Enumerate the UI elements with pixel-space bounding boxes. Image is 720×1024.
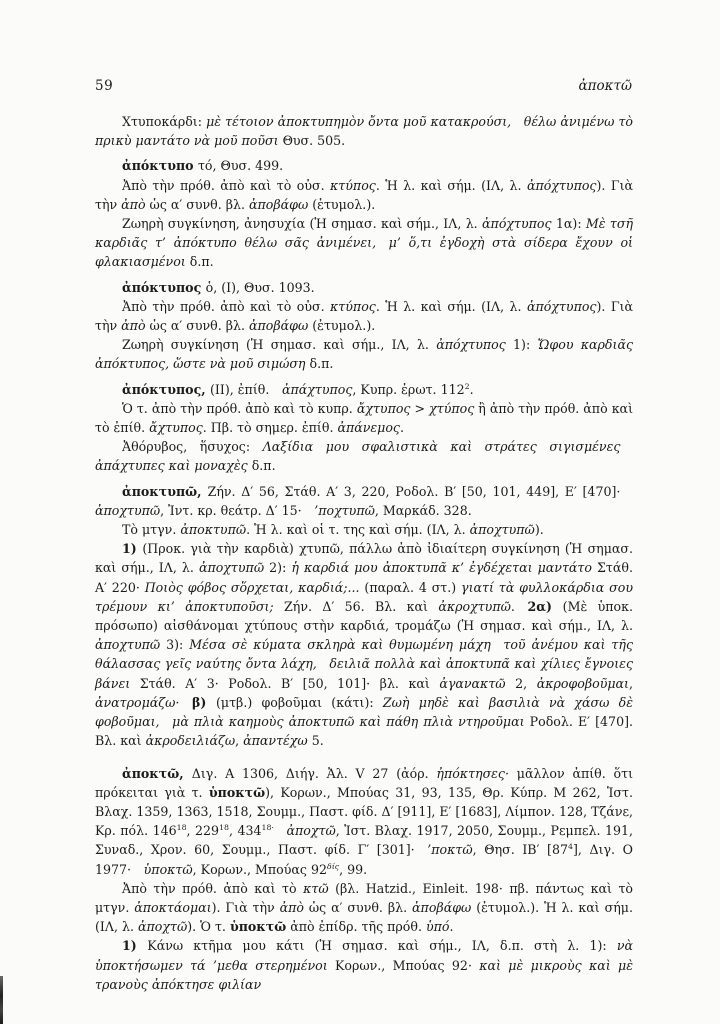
body-paragraph: 1) Κάνω κτῆμα μου κάτι (Ἡ σημασ. καὶ σήμ., ΙΛ, δ.π. στὴ λ. 1): νὰ ὑποκτήσωμεν τά ’μεθα στερημένοι Κορων., Μπούας 92· καὶ μὲ μικροὺς καὶ μὲ τρανοὺς ἀπόκτησε φιλίαν <box>95 938 634 992</box>
entry-heading-paragraph: ἀπόκτυπος, (ΙΙ), ἐπίθ. ἀπάχτυπος, Κυπρ. ἐρωτ. $112^2$. <box>122 381 474 397</box>
page-number: 59 <box>95 78 114 94</box>
body-paragraph: Ζωηρὴ συγκίνηση, ἀνησυχία (Ἡ σημασ. καὶ σήμ., ΙΛ, λ. ἀπόχτυπος 1α): Μὲ τσῆ καρδιᾶς τ’ ἀπόκτυπο θέλω σᾶς ἀνιμένει, μ’ ὅ,τι ἐγδοχὴ στὰ σίδερα ἔχουν οἱ φλακιασμένοι δ.π. <box>95 216 634 270</box>
body-paragraph: Ὁ τ. ἀπὸ τὴν πρόθ. ἀπὸ καὶ τὸ κυπρ. ἄχτυπος > χτύπος ἢ ἀπὸ τὴν πρόθ. ἀπὸ καὶ τὸ ἐπίθ. ἄχτυπος. Πβ. τὸ σημερ. ἐπίθ. ἀπάνεμος. <box>95 400 634 436</box>
entry-heading-paragraph: ἀποκτυπῶ, Ζήν. Δ′ 56, Στάθ. Α′ 3, 220, Ροδολ. Β′ [50, 101, 449], Ε′ [470]· ἀποχτυπῶ, Ἰντ. κρ. θεάτρ. Δ′ 15· ’ποχτυπῶ, Μαρκάδ. 328. <box>95 483 633 518</box>
body-paragraph: Ἀπὸ τὴν πρόθ. ἀπὸ καὶ τὸ οὐσ. κτύπος. Ἡ λ. καὶ σήμ. (ΙΛ, λ. ἀπόχτυπος). Γιὰ τὴν ἀπὸ ὡς α′ συνθ. βλ. ἀποβάφω (ἐτυμολ.). <box>95 298 634 334</box>
body-paragraph: Ἀθόρυβος, ἥσυχος: Λαξίδια μου σφαλιστικὰ καὶ στράτες σιγισμένες ἀπάχτυπες καὶ μοναχὲς δ.π. <box>95 439 633 474</box>
body-paragraph: Χτυποκάρδι: μὲ τέτοιον ἀποκτυπημὸν ὄντα μοῦ κατακρούσι, θέλω ἀνιμένω τὸ πρικὺ μαντάτο νὰ μοῦ ποῦσι Θυσ. 505. <box>95 114 633 149</box>
running-headword: ἀποκτῶ <box>578 78 632 94</box>
entry-heading-paragraph: ἀπόκτυπο τό, Θυσ. 499. <box>122 158 284 174</box>
page-header <box>95 78 632 94</box>
body-paragraph: Ἀπὸ τὴν πρόθ. ἀπὸ καὶ τὸ οὐσ. κτύπος. Ἡ λ. καὶ σήμ. (ΙΛ, λ. ἀπόχτυπος). Γιὰ τὴν ἀπὸ ὡς α′ συνθ. βλ. ἀποβάφω (ἐτυμολ.). <box>95 177 634 212</box>
body-paragraph: Ἀπὸ τὴν πρόθ. ἀπὸ καὶ τὸ κτῶ (βλ. Hatzid., Einleit. 198· πβ. πάντως καὶ τὸ μτγν. ἀποκτάομαι). Γιὰ τὴν ἀπὸ ὡς α′ συνθ. βλ. ἀποβάφω (ἐτυμολ.). Ἡ λ. καὶ σήμ. (ΙΛ, λ. ἀποχτῶ). Ὁ τ. ὑποκτῶ ἀπὸ ἐπίδρ. τῆς πρόθ. ὑπό. <box>95 880 633 935</box>
entry-heading-paragraph: ἀπόκτυπος ὁ, (Ι), Θυσ. 1093. <box>122 279 315 295</box>
body-paragraph: Τὸ μτγν. ἀποκτυπῶ. Ἡ λ. καὶ οἱ τ. της καὶ σήμ. (ΙΛ, λ. ἀποχτυπῶ). <box>122 522 544 538</box>
entry-heading-paragraph: ἀποκτῶ, Διγ. Α 1306, Διήγ. Ἀλ. V 27 (ἀόρ. ἠπόκτησες· μᾶλλον ἀπίθ. ὅτι πρόκειται γιὰ τ. ὑποκτῶ), Κορων., Μπούας 31, 93, 135, Θρ. Κύπρ. Μ 262, Ἱστ. Βλαχ. 1359, 1363, 1518, Σουμμ., Παστ. φίδ. Δ′ [911], Ε′ [1683], Λίμπον. 128, Τζάνε, Κρ. πόλ. $146^{18}$, $229^{18}$, $434^{18\cdot}$ ἀποχτῶ, Ἱστ. Βλαχ. 1917, 2050, Σουμμ., Ρεμπελ. 191, Συναδ., Χρον. 60, Σουμμ., Παστ. φίδ. Γ′ [301]· ’ποκτῶ, Θησ. ΙΒ′ $[87^4]$, Διγ. Ο 1977· ὑποκτῶ, Κορων., Μπούας $92^{\delta ί\varsigma}$, 99. <box>95 765 634 877</box>
dictionary-text-block <box>95 112 633 994</box>
body-paragraph: 1) (Προκ. γιὰ τὴν καρδιὰ) χτυπῶ, πάλλω ἀπὸ ἰδιαίτερη συγκίνηση (Ἡ σημασ. καὶ σήμ., ΙΛ, λ. ἀποχτυπῶ 2): ἡ καρδιά μου ἀποκτυπᾶ κ’ ἐγδέχεται μαντάτο Στάθ. Α′ 220· Ποιὸς φόβος σὅρχεται, καρδιά;... (παραλ. 4 στ.) γιατί τὰ φυλλοκάρδια σου τρέμουν κι’ ἀποκτυποῦσι; Ζήν. Δ′ 56. Βλ. καὶ ἀκροχτυπῶ. 2α) (Μὲ ὑποκ. πρόσωπο) αἰσθάνομαι χτύπους στὴν καρδιά, τρομάζω (Ἡ σημασ. καὶ σήμ., ΙΛ, λ. ἀποχτυπῶ 3): Μέσα σὲ κύματα σκληρὰ καὶ θυμωμένη μάχη τοῦ ἀνέμου καὶ τῆς θάλασσας γεῖς ναύτης ὄντα λάχη, δειλιᾶ πολλὰ καὶ ἀποκτυπᾶ καὶ χίλιες ἔγνοιες βάνει Στάθ. Α′ 3· Ροδολ. Β′ [50, 101]· βλ. καὶ ἀγανακτῶ 2, ἀκροφοβοῦμαι, ἀνατρομάζω· β) (μτβ.) φοβοῦμαι (κάτι): Ζωὴ μηδὲ καὶ βασιλιὰ νὰ χάσω δὲ φοβοῦμαι, μὰ πλιὰ καημοὺς ἀποκτυπῶ καὶ πάθη πλιὰ ντηροῦμαι Ροδολ. Ε′ [470]. Βλ. καὶ ἀκροδειλιάζω, ἀπαντέχω 5. <box>95 541 633 749</box>
body-paragraph: Ζωηρὴ συγκίνηση (Ἡ σημασ. καὶ σήμ., ΙΛ, λ. ἀπόχτυπος 1): Ὤφου καρδιᾶς ἀπόκτυπος, ὥστε νὰ μοῦ σιμώση δ.π. <box>95 337 633 372</box>
scan-artifact <box>0 976 3 1024</box>
